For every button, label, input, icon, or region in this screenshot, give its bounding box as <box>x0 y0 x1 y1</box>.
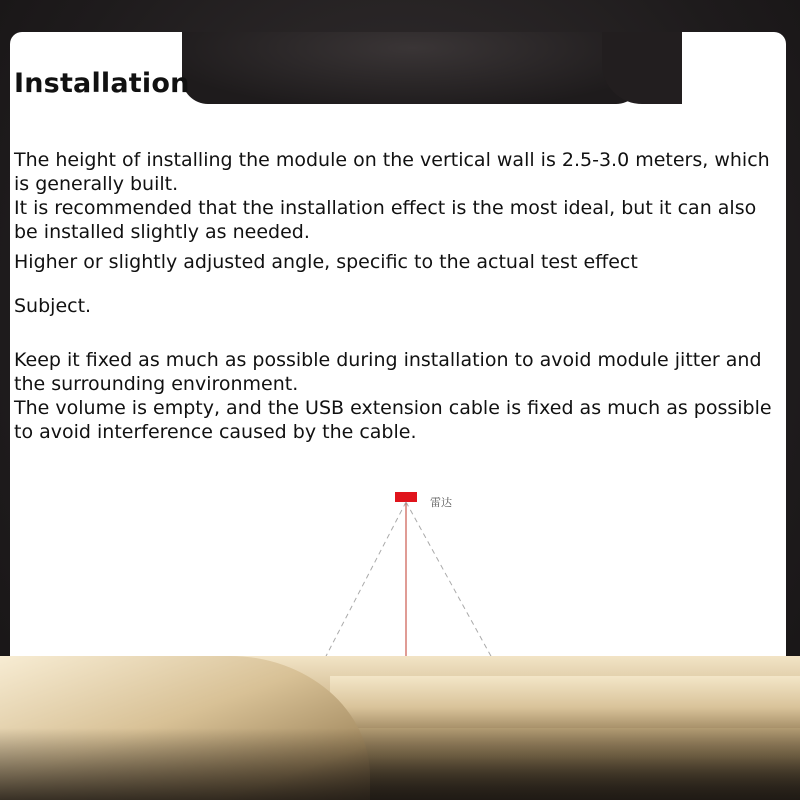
paragraph-recommendation: It is recommended that the installation effect is the most ideal, but it can also be installed slightly as needed. <box>14 197 757 243</box>
page-title: Installation <box>14 68 190 99</box>
document-card <box>10 32 786 692</box>
gold-right-stripe <box>330 676 800 728</box>
radar-label: 雷达 <box>430 496 452 509</box>
paragraph-fixed: Keep it fixed as much as possible during installation to avoid module jitter and the surrounding environment. <box>14 349 762 395</box>
radar-sensor <box>395 492 417 502</box>
paragraph-angle: Higher or slightly adjusted angle, specific to the actual test effect <box>14 251 638 273</box>
paragraph-subject: Subject. <box>14 295 92 317</box>
card-tab-cutout <box>182 32 642 104</box>
paragraph-cable: The volume is empty, and the USB extension cable is fixed as much as possible to avoid interference caused by the cable. <box>14 397 772 443</box>
paragraph-height: The height of installing the module on the vertical wall is 2.5-3.0 meters, which is generally built. <box>14 149 770 195</box>
bottom-shadow <box>0 728 800 800</box>
